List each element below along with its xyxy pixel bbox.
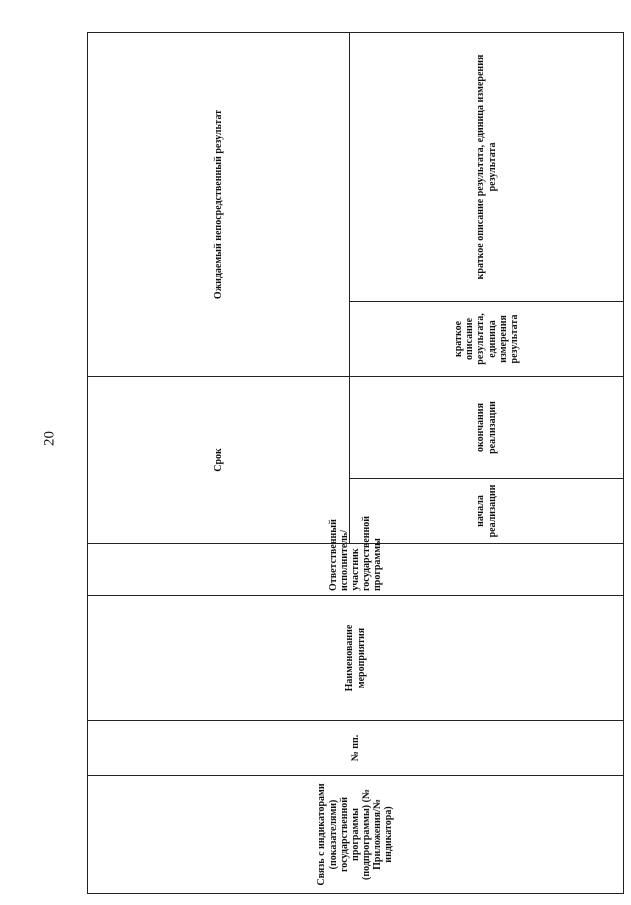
header-result-value: краткое описание результата, единица измерения результата bbox=[350, 32, 624, 301]
header-row-1 bbox=[88, 32, 350, 893]
table-rotator bbox=[87, 33, 624, 894]
header-col-executor: Ответственный исполнитель/участник государственной программы bbox=[88, 544, 624, 596]
header-result: Ожидаемый непосредственный результат bbox=[88, 32, 350, 376]
header-col-number: № пп. bbox=[88, 721, 624, 776]
rotated-table-area bbox=[87, 33, 624, 894]
measures-table bbox=[87, 32, 624, 894]
page-number: 20 bbox=[41, 431, 58, 446]
header-term-start: начала реализации bbox=[350, 479, 624, 544]
header-term: Срок bbox=[88, 376, 350, 543]
header-result-short: краткое описание результата, единица измерения результата bbox=[350, 301, 624, 376]
header-term-end: окончания реализации bbox=[350, 376, 624, 478]
header-col-name: Наименование мероприятия bbox=[88, 596, 624, 721]
header-col-8: Связь с индикаторами (показателями) государственной программы (подпрограммы) (№ Приложения/№ индикатора) bbox=[88, 776, 624, 894]
